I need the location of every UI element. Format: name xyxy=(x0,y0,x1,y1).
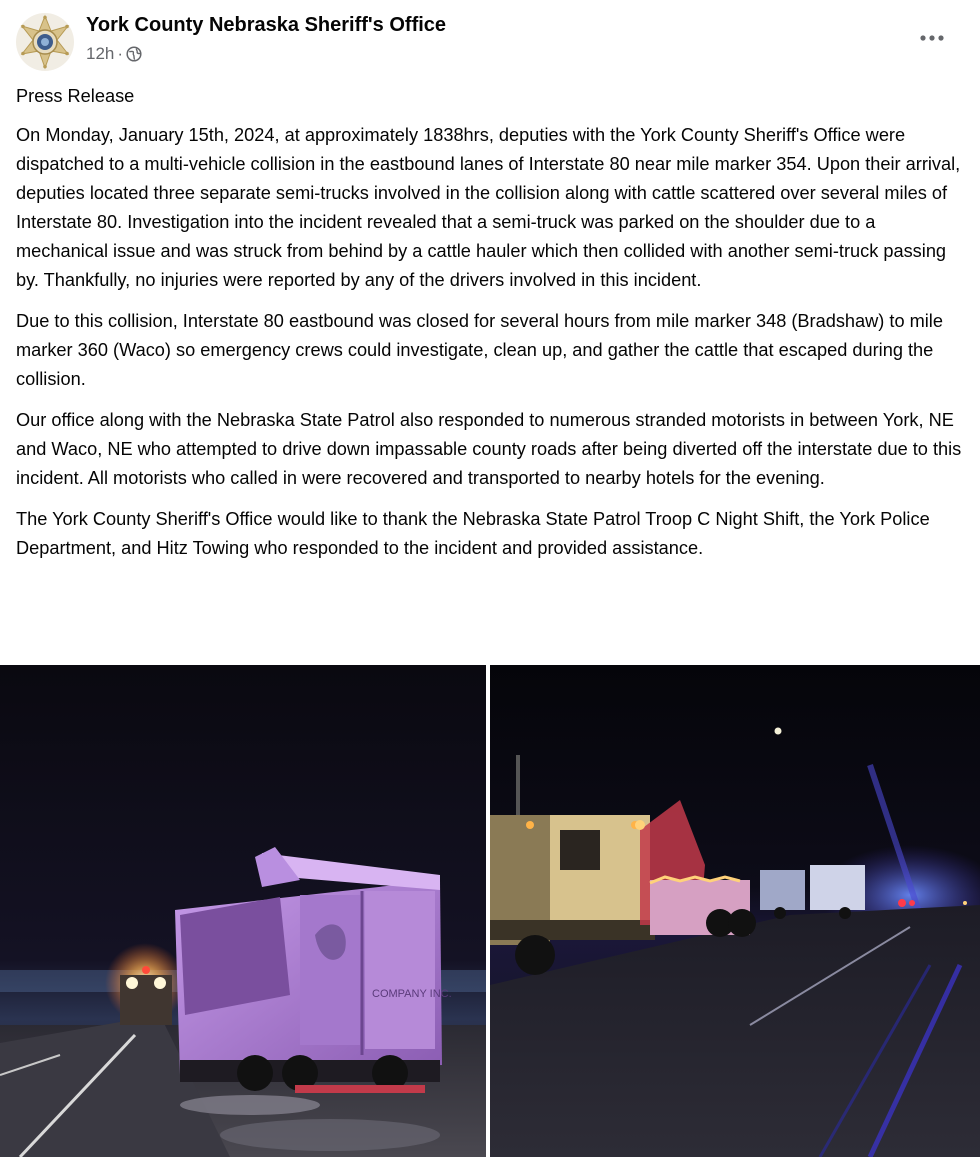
photo-tow-truck-scene[interactable] xyxy=(490,665,980,1157)
post-paragraph: Our office along with the Nebraska State Patrol also responded to numerous stranded motorists in between York, NE and Waco, NE who attempted to drive down impassable county roads after being diverted off the interstate due to this incident. All motorists who called in were recovered and transported to nearby hotels for the evening. xyxy=(16,410,962,488)
photo-damaged-trailer[interactable] xyxy=(0,665,486,1157)
post-timestamp[interactable]: 12h xyxy=(86,44,115,63)
post-paragraph: Due to this collision, Interstate 80 eastbound was closed for several hours from mile marker 348 (Bradshaw) to mile marker 360 (Waco) so emergency crews could investigate, clean up, and gather the cattle that escaped during the collision. xyxy=(16,311,943,389)
meta-separator: · xyxy=(117,44,124,63)
post-text xyxy=(16,82,964,575)
globe-icon[interactable] xyxy=(126,46,142,62)
post-paragraph: The York County Sheriff's Office would like to thank the Nebraska State Patrol Troop C Night Shift, the York Police Department, and Hitz Towing who responded to the incident and provided assistance. xyxy=(16,509,930,558)
more-options-button[interactable] xyxy=(912,24,952,52)
trailer-scene-image xyxy=(0,665,486,1157)
post-meta xyxy=(86,44,142,64)
highway-scene-image xyxy=(490,665,980,1157)
post-heading: Press Release xyxy=(16,86,135,106)
page-avatar[interactable] xyxy=(16,13,74,71)
more-options-icon xyxy=(920,35,944,41)
trailer-lettering: COMPANY INC. xyxy=(372,988,452,1000)
post-paragraph: On Monday, January 15th, 2024, at approximately 1838hrs, deputies with the York County Sheriff's Office were dispatched to a multi-vehicle collision in the eastbound lanes of Interstate 80 near mile marker 354. Upon their arrival, deputies located three separate semi-trucks involved in the collision along with cattle scattered over several miles of Interstate 80. Investigation into the incident revealed that a semi-truck was parked on the shoulder due to a mechanical issue and was struck from behind by a cattle hauler which then collided with another semi-truck passing by. Thankfully, no injuries were reported by any of the drivers involved in this incident. xyxy=(16,125,961,290)
sheriff-star-badge-icon xyxy=(16,13,74,71)
page-name-link[interactable]: York County Nebraska Sheriff's Office xyxy=(86,14,447,36)
